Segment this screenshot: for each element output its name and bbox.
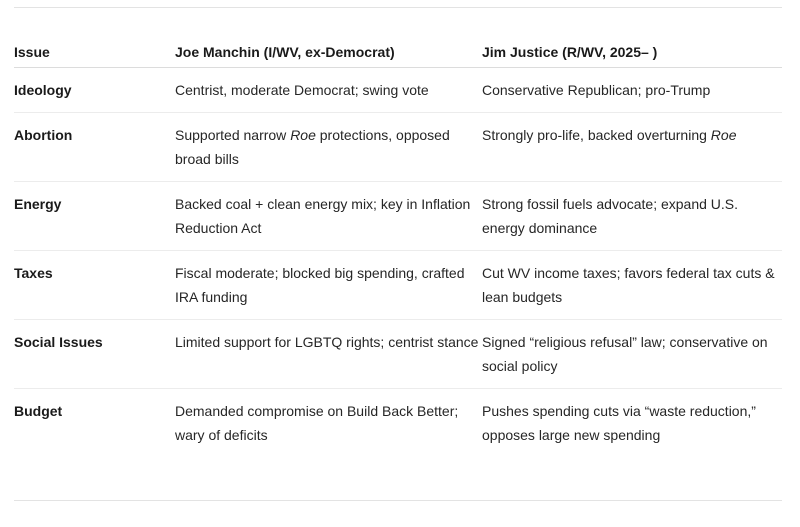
justice-cell bbox=[482, 113, 782, 182]
justice-cell bbox=[482, 389, 782, 458]
cell-text: Signed “religious refusal” law; conservative on social policy bbox=[482, 334, 768, 374]
issue-cell: Ideology bbox=[14, 68, 175, 113]
table-row bbox=[14, 182, 782, 251]
table-row bbox=[14, 251, 782, 320]
header-issue: Issue bbox=[14, 33, 175, 68]
table-body bbox=[14, 68, 782, 458]
comparison-table bbox=[14, 33, 782, 457]
table-row bbox=[14, 113, 782, 182]
cell-italic: Roe bbox=[710, 127, 737, 143]
justice-cell bbox=[482, 251, 782, 320]
cell-text: Strong fossil fuels advocate; expand U.S. energy dominance bbox=[482, 196, 739, 236]
manchin-cell bbox=[175, 389, 482, 458]
manchin-cell bbox=[175, 113, 482, 182]
cell-text: Limited support for LGBTQ rights; centrist stance bbox=[175, 334, 479, 350]
cell-text: Centrist, moderate Democrat; swing vote bbox=[175, 82, 429, 98]
table-row bbox=[14, 68, 782, 113]
justice-cell bbox=[482, 182, 782, 251]
cell-italic: Roe bbox=[290, 127, 316, 143]
top-divider bbox=[14, 7, 782, 8]
cell-text: Demanded compromise on Build Back Better; wary of deficits bbox=[175, 403, 459, 443]
justice-cell bbox=[482, 68, 782, 113]
cell-text: Pushes spending cuts via “waste reduction,” opposes large new spending bbox=[482, 403, 756, 443]
cell-text: Backed coal + clean energy mix; key in Inflation Reduction Act bbox=[175, 196, 471, 236]
cell-text: Strongly pro-life, backed overturning bbox=[482, 127, 711, 143]
header-row bbox=[14, 33, 782, 68]
cell-text: Supported narrow bbox=[175, 127, 291, 143]
issue-cell: Energy bbox=[14, 182, 175, 251]
issue-cell: Taxes bbox=[14, 251, 175, 320]
cell-text: Cut WV income taxes; favors federal tax cuts & lean budgets bbox=[482, 265, 775, 305]
manchin-cell bbox=[175, 68, 482, 113]
justice-cell bbox=[482, 320, 782, 389]
header-justice: Jim Justice (R/WV, 2025– ) bbox=[482, 33, 782, 68]
issue-cell: Social Issues bbox=[14, 320, 175, 389]
bottom-divider bbox=[14, 500, 782, 501]
table-row bbox=[14, 320, 782, 389]
cell-text: Fiscal moderate; blocked big spending, crafted IRA funding bbox=[175, 265, 465, 305]
header-manchin: Joe Manchin (I/WV, ex-Democrat) bbox=[175, 33, 482, 68]
table-header bbox=[14, 33, 782, 68]
manchin-cell bbox=[175, 182, 482, 251]
cell-text: protections, opposed broad bills bbox=[175, 127, 450, 167]
cell-text: Conservative Republican; pro-Trump bbox=[482, 82, 711, 98]
table-row bbox=[14, 389, 782, 458]
issue-cell: Abortion bbox=[14, 113, 175, 182]
issue-cell: Budget bbox=[14, 403, 63, 419]
manchin-cell bbox=[175, 320, 482, 389]
manchin-cell bbox=[175, 251, 482, 320]
